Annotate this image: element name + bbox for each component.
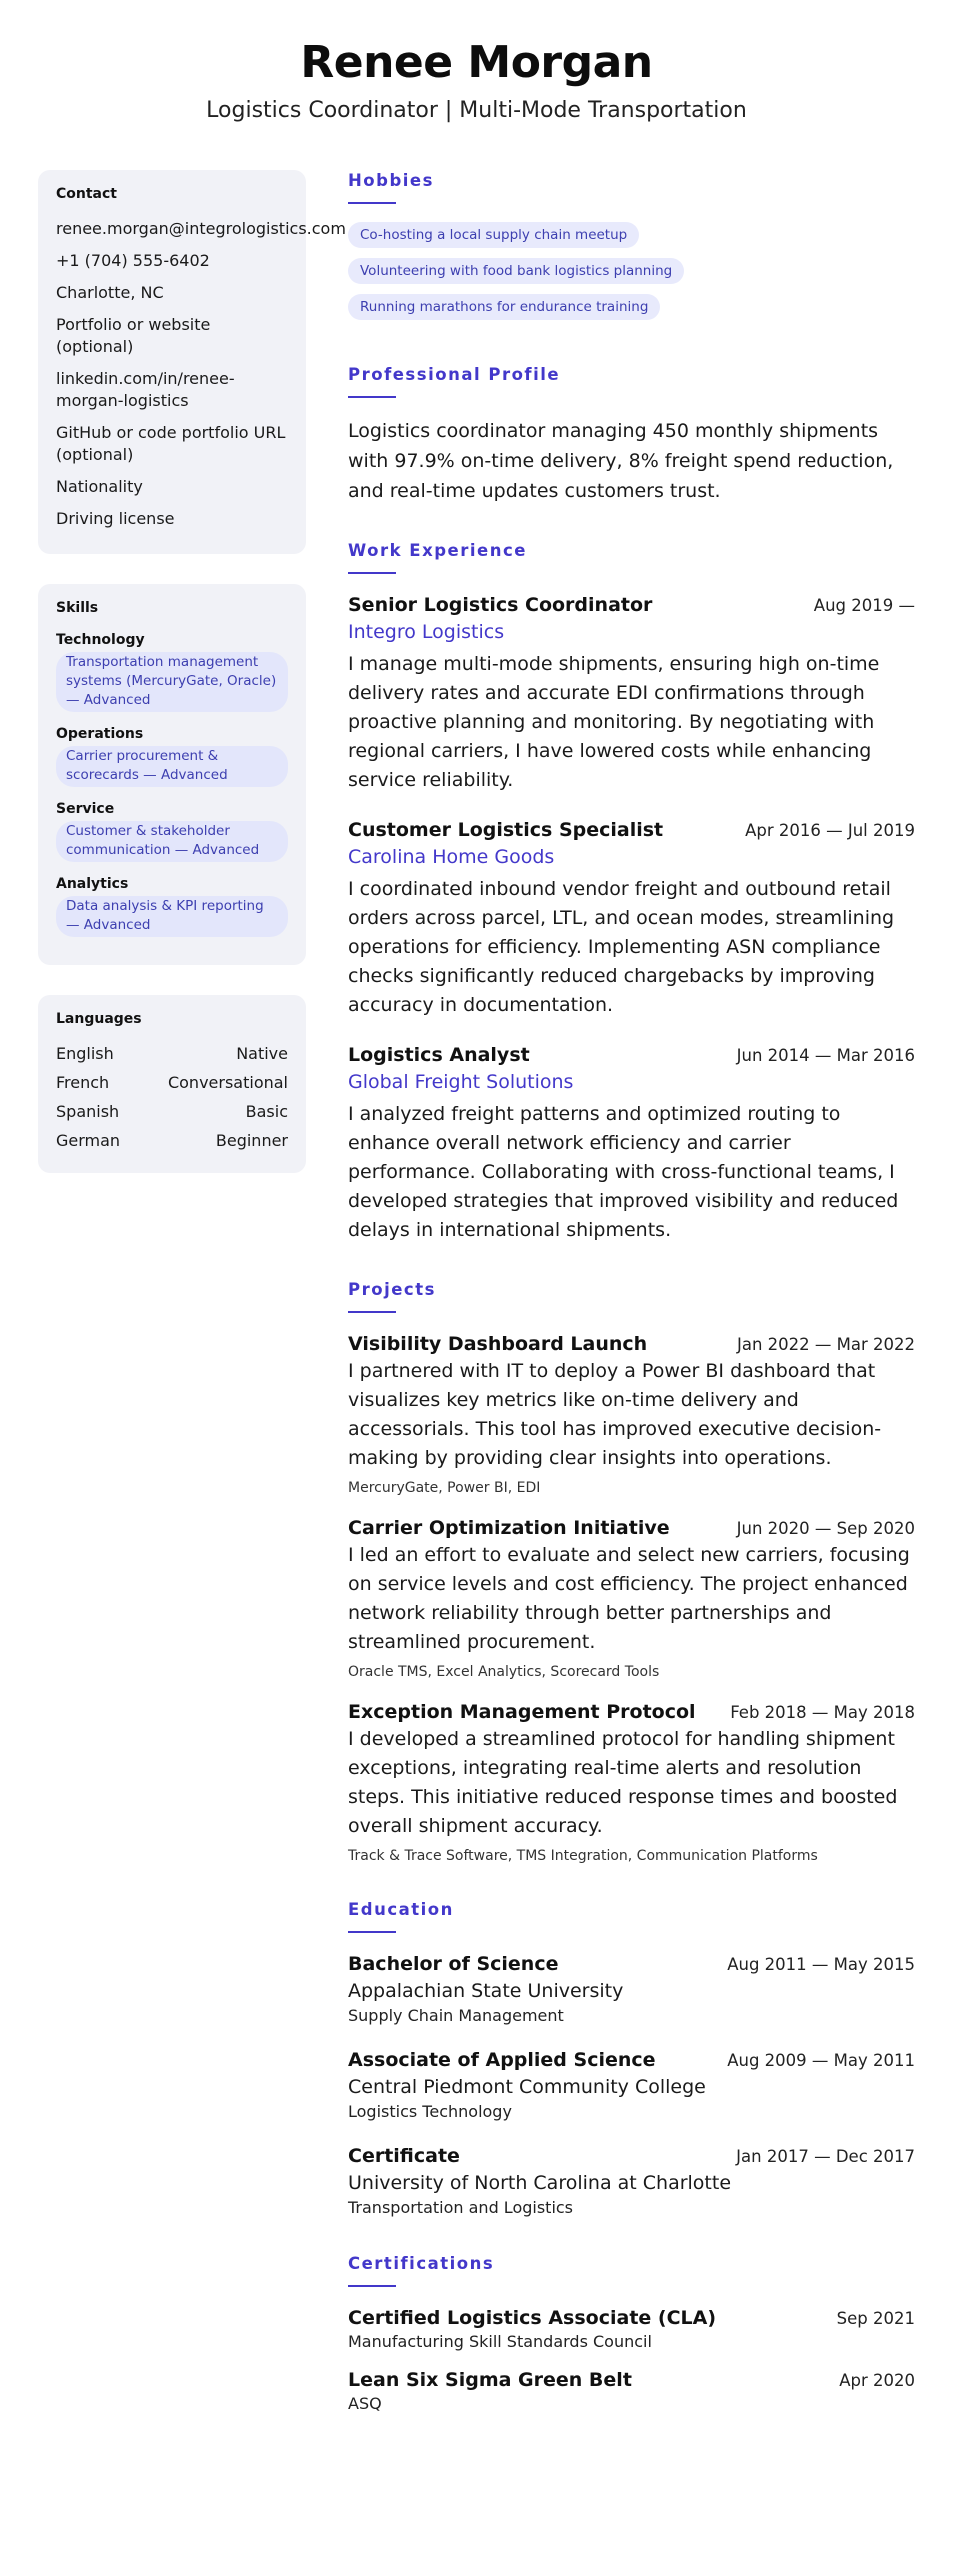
skill-category: Operations bbox=[56, 726, 144, 742]
education-section bbox=[348, 1899, 915, 2219]
project-entry bbox=[348, 1515, 915, 1681]
job-title: Logistics Analyst bbox=[348, 1044, 530, 1066]
language-name: German bbox=[56, 1131, 121, 1150]
degree-name: Certificate bbox=[348, 2145, 460, 2167]
project-dates: Jun 2020 — Sep 2020 bbox=[736, 1519, 915, 1538]
degree-name: Bachelor of Science bbox=[348, 1953, 559, 1975]
job-dates: Aug 2019 — bbox=[813, 596, 915, 615]
project-description: I partnered with IT to deploy a Power BI dashboard that visualizes key metrics like on-time delivery and accessorials. This tool has improved executive decision-making by providing clear insights into operations. bbox=[348, 1360, 882, 1469]
school-name: Central Piedmont Community College bbox=[348, 2076, 706, 2098]
certification-name: Lean Six Sigma Green Belt bbox=[348, 2369, 632, 2391]
job-title: Customer Logistics Specialist bbox=[348, 819, 664, 841]
profile-heading: Professional Profile bbox=[348, 365, 561, 384]
job-description: I coordinated inbound vendor freight and outbound retail orders across parcel, LTL, and ocean modes, streamlining operations for efficiency. Implementing ASN compliance checks significantly reduced chargebacks by improving accuracy in documentation. bbox=[348, 878, 895, 1016]
education-entry bbox=[348, 1951, 915, 2027]
certification-issuer: Manufacturing Skill Standards Council bbox=[348, 2332, 652, 2351]
language-row bbox=[56, 1072, 288, 1093]
certification-date: Sep 2021 bbox=[836, 2309, 915, 2328]
resume-header bbox=[0, 0, 953, 126]
contact-driving-license: Driving license bbox=[56, 509, 175, 528]
experience-section bbox=[348, 540, 915, 1245]
language-name: French bbox=[56, 1073, 110, 1092]
skill-category: Technology bbox=[56, 632, 145, 648]
hobby-pill: Volunteering with food bank logistics planning bbox=[348, 258, 684, 284]
contact-portfolio: Portfolio or website (optional) bbox=[56, 315, 211, 356]
school-name: University of North Carolina at Charlotte bbox=[348, 2172, 732, 2194]
project-entry bbox=[348, 1331, 915, 1497]
job-dates: Jun 2014 — Mar 2016 bbox=[736, 1046, 915, 1065]
skill-group bbox=[56, 726, 288, 787]
projects-section bbox=[348, 1279, 915, 1865]
education-dates: Jan 2017 — Dec 2017 bbox=[736, 2147, 915, 2166]
job-description: I manage multi-mode shipments, ensuring high on-time delivery rates and accurate EDI confirmations through proactive planning and monitoring. By negotiating with regional carriers, I have lowered costs while enhancing service reliability. bbox=[348, 653, 880, 791]
projects-heading: Projects bbox=[348, 1280, 436, 1299]
languages-card bbox=[38, 995, 306, 1173]
skill-group bbox=[56, 876, 288, 937]
main-column bbox=[306, 170, 915, 2449]
project-tools: Oracle TMS, Excel Analytics, Scorecard Tools bbox=[348, 1664, 660, 1680]
contact-card bbox=[38, 170, 346, 554]
skill-pill: Carrier procurement & scorecards — Advanced bbox=[56, 746, 288, 787]
language-level: Basic bbox=[245, 1102, 288, 1121]
school-name: Appalachian State University bbox=[348, 1980, 624, 2002]
language-row bbox=[56, 1130, 288, 1151]
section-divider bbox=[348, 1931, 396, 1933]
education-dates: Aug 2009 — May 2011 bbox=[727, 2051, 915, 2070]
resume-columns bbox=[0, 170, 953, 2449]
contact-github: GitHub or code portfolio URL (optional) bbox=[56, 423, 286, 464]
contact-linkedin: linkedin.com/in/renee-morgan-logistics bbox=[56, 369, 235, 410]
language-level: Conversational bbox=[167, 1073, 288, 1092]
certifications-heading: Certifications bbox=[348, 2254, 495, 2273]
contact-email: renee.morgan@integrologistics.com bbox=[56, 219, 346, 238]
company-name: Integro Logistics bbox=[348, 621, 505, 643]
field-of-study: Logistics Technology bbox=[348, 2102, 512, 2121]
project-name: Carrier Optimization Initiative bbox=[348, 1517, 670, 1539]
education-dates: Aug 2011 — May 2015 bbox=[727, 1955, 915, 1974]
experience-entry bbox=[348, 592, 915, 795]
profile-summary: Logistics coordinator managing 450 monthly shipments with 97.9% on-time delivery, 8% freight spend reduction, and real-time updates customers trust. bbox=[348, 420, 894, 502]
section-divider bbox=[348, 572, 396, 574]
section-divider bbox=[348, 202, 396, 204]
field-of-study: Supply Chain Management bbox=[348, 2006, 564, 2025]
experience-heading: Work Experience bbox=[348, 541, 527, 560]
project-entry bbox=[348, 1699, 915, 1865]
candidate-tagline: Logistics Coordinator | Multi-Mode Transportation bbox=[206, 98, 747, 123]
certification-issuer: ASQ bbox=[348, 2394, 382, 2413]
sidebar bbox=[38, 170, 346, 2449]
language-name: Spanish bbox=[56, 1102, 120, 1121]
language-row bbox=[56, 1101, 288, 1122]
project-tools: Track & Trace Software, TMS Integration, Communication Platforms bbox=[348, 1848, 818, 1864]
languages-title: Languages bbox=[56, 1011, 142, 1027]
job-title: Senior Logistics Coordinator bbox=[348, 594, 653, 616]
language-level: Beginner bbox=[215, 1131, 288, 1150]
skill-group bbox=[56, 801, 288, 862]
company-name: Carolina Home Goods bbox=[348, 846, 555, 868]
skill-category: Service bbox=[56, 801, 115, 817]
project-dates: Jan 2022 — Mar 2022 bbox=[736, 1335, 915, 1354]
hobbies-section bbox=[348, 170, 915, 330]
field-of-study: Transportation and Logistics bbox=[348, 2198, 574, 2217]
project-name: Exception Management Protocol bbox=[348, 1701, 696, 1723]
contact-nationality: Nationality bbox=[56, 477, 143, 496]
project-name: Visibility Dashboard Launch bbox=[348, 1333, 648, 1355]
section-divider bbox=[348, 1311, 396, 1313]
project-tools: MercuryGate, Power BI, EDI bbox=[348, 1480, 541, 1496]
certification-entry bbox=[348, 2305, 915, 2353]
job-dates: Apr 2016 — Jul 2019 bbox=[745, 821, 915, 840]
hobbies-heading: Hobbies bbox=[348, 171, 434, 190]
education-heading: Education bbox=[348, 1900, 454, 1919]
contact-title: Contact bbox=[56, 186, 117, 202]
education-entry bbox=[348, 2047, 915, 2123]
profile-section bbox=[348, 364, 915, 506]
certifications-section bbox=[348, 2253, 915, 2415]
job-description: I analyzed freight patterns and optimized routing to enhance overall network efficiency and carrier performance. Collaborating with cross-functional teams, I developed strategies that improved visibility and reduced delays in international shipments. bbox=[348, 1103, 899, 1241]
certification-name: Certified Logistics Associate (CLA) bbox=[348, 2307, 717, 2329]
company-name: Global Freight Solutions bbox=[348, 1071, 574, 1093]
language-level: Native bbox=[236, 1044, 288, 1063]
skill-pill: Data analysis & KPI reporting — Advanced bbox=[56, 896, 288, 937]
skill-pill: Customer & stakeholder communication — Advanced bbox=[56, 821, 288, 862]
skill-group bbox=[56, 632, 288, 712]
project-description: I led an effort to evaluate and select new carriers, focusing on service levels and cost efficiency. The project enhanced network reliability through better partnerships and streamlined procurement. bbox=[348, 1544, 910, 1653]
section-divider bbox=[348, 2285, 396, 2287]
experience-entry bbox=[348, 817, 915, 1020]
language-row bbox=[56, 1043, 288, 1064]
candidate-name: Renee Morgan bbox=[300, 37, 653, 88]
language-name: English bbox=[56, 1044, 114, 1063]
education-entry bbox=[348, 2143, 915, 2219]
project-dates: Feb 2018 — May 2018 bbox=[730, 1703, 915, 1722]
degree-name: Associate of Applied Science bbox=[348, 2049, 656, 2071]
hobby-pill: Co-hosting a local supply chain meetup bbox=[348, 222, 639, 248]
project-description: I developed a streamlined protocol for handling shipment exceptions, integrating real-time alerts and resolution steps. This initiative reduced response times and boosted overall shipment accuracy. bbox=[348, 1728, 898, 1837]
skill-category: Analytics bbox=[56, 876, 129, 892]
section-divider bbox=[348, 396, 396, 398]
certification-entry bbox=[348, 2367, 915, 2415]
hobby-pill: Running marathons for endurance training bbox=[348, 294, 660, 320]
experience-entry bbox=[348, 1042, 915, 1245]
skills-card bbox=[38, 584, 306, 965]
contact-location: Charlotte, NC bbox=[56, 283, 164, 302]
skills-title: Skills bbox=[56, 600, 99, 616]
skill-pill: Transportation management systems (MercuryGate, Oracle) — Advanced bbox=[56, 652, 288, 712]
contact-phone: +1 (704) 555-6402 bbox=[56, 251, 210, 270]
certification-date: Apr 2020 bbox=[839, 2371, 915, 2390]
